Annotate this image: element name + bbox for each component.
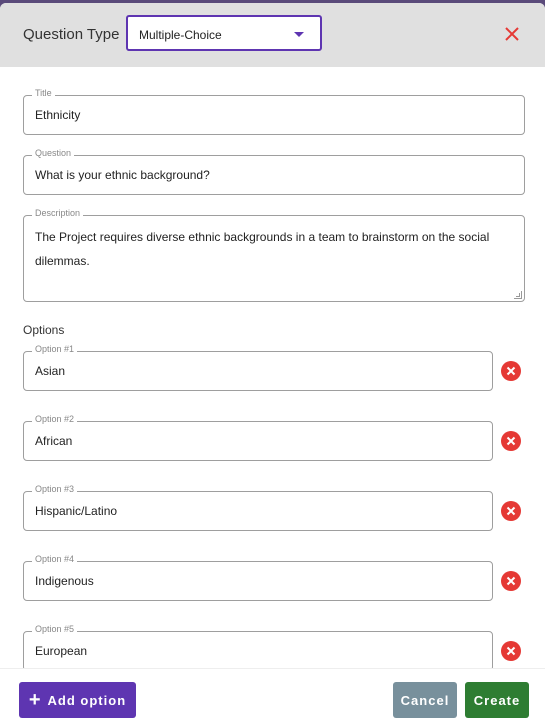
remove-circle-icon: [506, 646, 516, 656]
remove-option-1-button[interactable]: [501, 361, 521, 381]
remove-option-4-button[interactable]: [501, 571, 521, 591]
question-field[interactable]: [23, 148, 525, 195]
option-label: Option #4: [32, 554, 77, 564]
option-label: Option #5: [32, 624, 77, 634]
question-type-select[interactable]: [126, 15, 322, 51]
remove-circle-icon: [506, 366, 516, 376]
option-value: Asian: [35, 364, 66, 378]
dialog-header: [0, 3, 545, 67]
question-type-value: Multiple-Choice: [139, 28, 222, 42]
description-field[interactable]: [23, 208, 525, 302]
option-field-2[interactable]: [23, 414, 493, 461]
question-type-label: Question Type: [23, 26, 120, 43]
question-editor-dialog: [0, 3, 545, 726]
option-field-1[interactable]: [23, 344, 493, 391]
title-label: Title: [32, 88, 55, 98]
option-value: Hispanic/Latino: [35, 504, 118, 518]
remove-circle-icon: [506, 436, 516, 446]
add-option-button[interactable]: [19, 682, 136, 718]
question-label: Question: [32, 148, 74, 158]
option-label: Option #1: [32, 344, 77, 354]
question-value: What is your ethnic background?: [35, 168, 210, 182]
option-value: European: [35, 644, 88, 658]
option-value: African: [35, 434, 73, 448]
description-label: Description: [32, 208, 83, 218]
option-field-5[interactable]: [23, 624, 493, 669]
option-value: Indigenous: [35, 574, 94, 588]
description-value: The Project requires diverse ethnic backgrounds in a team to brainstorm on the social dilemmas.: [35, 230, 490, 268]
option-field-4[interactable]: [23, 554, 493, 601]
resize-handle[interactable]: [514, 291, 522, 299]
remove-circle-icon: [506, 576, 516, 586]
close-icon[interactable]: [503, 25, 521, 43]
cancel-button[interactable]: Cancel: [393, 682, 457, 718]
dialog-footer: [0, 669, 545, 726]
remove-option-3-button[interactable]: [501, 501, 521, 521]
dialog-body: [0, 67, 545, 669]
title-value: Ethnicity: [35, 108, 81, 122]
title-field[interactable]: [23, 88, 525, 135]
option-label: Option #3: [32, 484, 77, 494]
option-field-3[interactable]: [23, 484, 493, 531]
remove-option-5-button[interactable]: [501, 641, 521, 661]
plus-icon: +: [28, 689, 42, 711]
option-label: Option #2: [32, 414, 77, 424]
chevron-down-icon: [294, 32, 304, 37]
create-button[interactable]: Create: [465, 682, 529, 718]
add-option-label: Add option: [47, 692, 127, 708]
remove-option-2-button[interactable]: [501, 431, 521, 451]
remove-circle-icon: [506, 506, 516, 516]
options-heading: Options: [23, 323, 65, 337]
